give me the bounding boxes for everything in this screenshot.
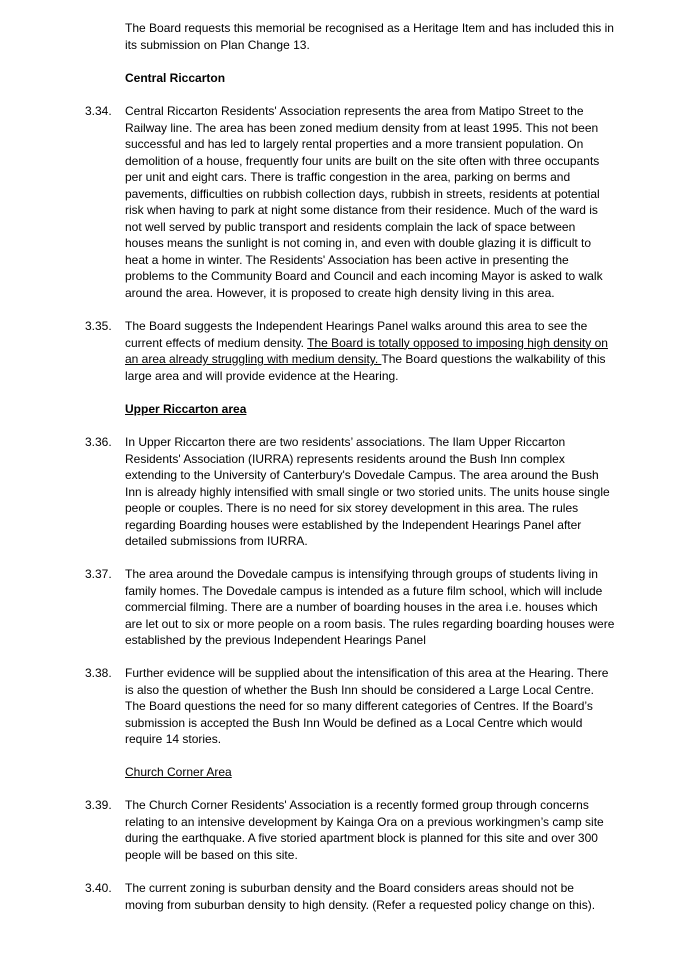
paragraph-text-part: The Board suggests the Independent Hearings Panel walks around this area to see the current effects of medium density. (125, 319, 588, 350)
paragraph-text: Further evidence will be supplied about the intensification of this area at the Hearing. There is also the question of whether the Bush Inn should be considered a Large Local Centre. The Board questions the need for so many different categories of Centres. If the Board’s submission is accepted the Bush Inn Would be defined as a Local Centre which would require 14 stories. (125, 666, 609, 746)
heading-upper-riccarton: Upper Riccarton area (125, 402, 247, 416)
paragraph-number: 3.34. (85, 104, 112, 118)
paragraph-text: The Church Corner Residents' Association is a recently formed group through concerns relating to an intensive development by Kainga Ora on a previous workingmen’s camp site during the earthquake. A five storied apartment block is planned for this site and over 300 people will be based on this site. (125, 798, 604, 862)
paragraph-text (125, 318, 615, 384)
paragraph-number: 3.40. (85, 881, 112, 895)
paragraph-3-36 (85, 434, 615, 550)
paragraph-3-37 (85, 566, 615, 649)
heading-central-riccarton: Central Riccarton (125, 71, 226, 85)
paragraph-number: 3.39. (85, 798, 112, 812)
paragraph-3-34 (85, 103, 615, 301)
paragraph-3-39 (85, 797, 615, 863)
underlined-statement: The Board is totally opposed to imposing high density on an area already struggling with medium density. (125, 335, 608, 366)
paragraph-3-38 (85, 665, 615, 748)
paragraph-text-part: The Board questions the walkability of this large area and will provide evidence at the Hearing. (125, 352, 606, 383)
paragraph-3-40 (85, 880, 615, 913)
intro-paragraph: The Board requests this memorial be recognised as a Heritage Item and has included this in its submission on Plan Change 13. (125, 21, 614, 52)
paragraph-3-35 (85, 318, 615, 384)
paragraph-text: The current zoning is suburban density and the Board considers areas should not be moving from suburban density to high density. (Refer a requested policy change on this). (125, 881, 596, 912)
paragraph-number: 3.37. (85, 567, 112, 581)
heading-church-corner: Church Corner Area (125, 765, 232, 779)
paragraph-text: Central Riccarton Residents' Association represents the area from Matipo Street to the Railway line. The area has been zoned medium density from at least 1995. This not been successful and has led to largely rental properties and a more transient population. On demolition of a house, frequently four units are built on the site often with three occupants per unit and eight cars. There is traffic congestion in the area, parking on berms and pavements, difficulties on rubbish collection days, rubbish in streets, residents at potential risk when having to park at night some distance from their residence. Much of the ward is not well served by public transport and residents complain the lack of space between houses means the sunlight is not coming in, and even with double glazing it is difficult to heat a home in winter. The Residents' Association has been active in presenting the problems to the Community Board and Council and each incoming Mayor is asked to walk around the area. However, it is proposed to create high density living in this area. (125, 104, 603, 300)
paragraph-number: 3.35. (85, 319, 112, 333)
paragraph-text: In Upper Riccarton there are two residents’ associations. The Ilam Upper Riccarton Residents' Association (IURRA) represents residents around the Bush Inn complex extending to the University of Canterbury's Dovedale Campus. The area around the Bush Inn is already highly intensified with small single or two storied units. The units house single people or couples. There is no need for six storey development in this area. The rules regarding Boarding houses were established by the Independent Hearings Panel after detailed submissions from IURRA. (125, 435, 610, 548)
paragraph-number: 3.36. (85, 435, 112, 449)
paragraph-text: The area around the Dovedale campus is intensifying through groups of students living in family homes. The Dovedale campus is intended as a future film school, which will include commercial filming. There are a number of boarding houses in the area i.e. houses which are let out to six or more people on a room basis. The rules regarding boarding houses were established by the previous Independent Hearings Panel (125, 567, 615, 647)
paragraph-number: 3.38. (85, 666, 112, 680)
